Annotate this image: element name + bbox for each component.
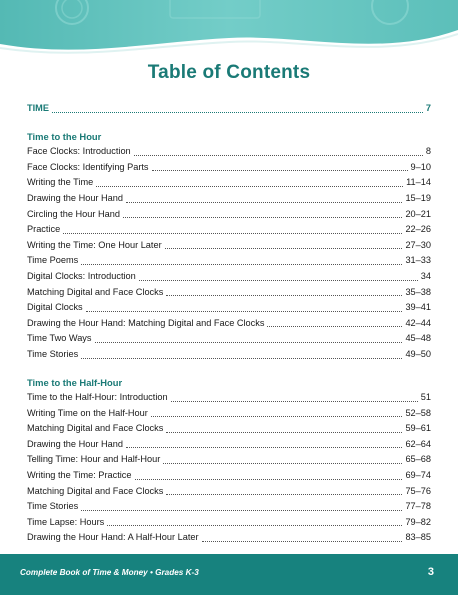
page-number: 3 xyxy=(427,566,434,578)
toc-entry xyxy=(27,175,431,191)
toc-entry xyxy=(27,222,431,238)
table-of-contents xyxy=(27,101,431,546)
dot-leader xyxy=(126,202,402,203)
toc-entry-pages: 62–64 xyxy=(405,438,431,449)
toc-entry xyxy=(27,347,431,363)
header-band xyxy=(0,0,458,62)
toc-entry-label: Matching Digital and Face Clocks xyxy=(27,286,164,297)
dot-leader xyxy=(81,510,402,511)
toc-entry-label: Drawing the Hour Hand: Matching Digital and Face Clocks xyxy=(27,317,265,328)
toc-entry-pages: 42–44 xyxy=(405,317,431,328)
toc-entry-label: Telling Time: Hour and Half-Hour xyxy=(27,454,161,465)
spacer xyxy=(27,363,431,375)
toc-entry-label: Writing the Time xyxy=(27,177,94,188)
toc-entry xyxy=(27,468,431,484)
toc-entry-label: Time Stories xyxy=(27,348,79,359)
toc-entry-pages: 20–21 xyxy=(405,208,431,219)
toc-entry-pages: 49–50 xyxy=(405,348,431,359)
dot-leader xyxy=(139,280,418,281)
toc-entry-label: Matching Digital and Face Clocks xyxy=(27,423,164,434)
dot-leader xyxy=(152,170,408,171)
toc-entry xyxy=(27,499,431,515)
toc-section-half-hour xyxy=(27,375,431,547)
toc-entry-pages: 69–74 xyxy=(405,470,431,481)
toc-entry xyxy=(27,406,431,422)
toc-entry-label: TIME xyxy=(27,103,49,113)
toc-entry-label: Writing the Time: Practice xyxy=(27,470,132,481)
section-entries xyxy=(27,390,431,546)
dot-leader xyxy=(163,463,402,464)
toc-entry xyxy=(27,515,431,531)
toc-entry-pages: 35–38 xyxy=(405,286,431,297)
toc-entry xyxy=(27,437,431,453)
toc-entry-pages: 77–78 xyxy=(405,501,431,512)
header-wave-graphic xyxy=(0,0,458,62)
toc-entry xyxy=(27,300,431,316)
toc-entry-pages: 83–85 xyxy=(405,532,431,543)
dot-leader xyxy=(166,494,402,495)
toc-entry-label: Time to the Half-Hour: Introduction xyxy=(27,392,168,403)
dot-leader xyxy=(151,416,403,417)
dot-leader xyxy=(202,541,403,542)
dot-leader xyxy=(95,342,403,343)
toc-entry-pages: 59–61 xyxy=(405,423,431,434)
toc-entry-label: Drawing the Hour Hand xyxy=(27,438,124,449)
toc-entry xyxy=(27,191,431,207)
footer-book-title: Complete Book of Time & Money • Grades K-3 xyxy=(20,568,199,577)
toc-section-hour xyxy=(27,129,431,363)
toc-entry-pages: 7 xyxy=(425,103,431,113)
toc-entry xyxy=(27,452,431,468)
toc-entry xyxy=(27,390,431,406)
toc-entry-label: Writing Time on the Half-Hour xyxy=(27,407,148,418)
dot-leader xyxy=(107,525,402,526)
dot-leader xyxy=(134,155,423,156)
dot-leader xyxy=(165,248,403,249)
toc-entry-pages: 75–76 xyxy=(405,485,431,496)
toc-entry-pages: 22–26 xyxy=(405,224,431,235)
dot-leader xyxy=(96,186,403,187)
toc-entry-label: Drawing the Hour Hand xyxy=(27,192,124,203)
toc-entry-pages: 65–68 xyxy=(405,454,431,465)
toc-entry-label: Face Clocks: Introduction xyxy=(27,146,131,157)
toc-entry-pages: 51 xyxy=(420,392,431,403)
toc-entry-pages: 79–82 xyxy=(405,516,431,527)
toc-entry-pages: 15–19 xyxy=(405,192,431,203)
dot-leader xyxy=(52,112,423,113)
toc-entry-pages: 52–58 xyxy=(405,407,431,418)
toc-entry-label: Time Lapse: Hours xyxy=(27,516,105,527)
spacer xyxy=(27,117,431,129)
toc-entry xyxy=(27,530,431,546)
toc-entry xyxy=(27,269,431,285)
toc-entry-pages: 39–41 xyxy=(405,302,431,313)
section-entries xyxy=(27,144,431,362)
dot-leader xyxy=(135,479,403,480)
section-heading: Time to the Hour xyxy=(27,130,102,142)
dot-leader xyxy=(166,432,402,433)
toc-entry-time xyxy=(27,101,431,117)
toc-entry-label: Time Two Ways xyxy=(27,333,92,344)
toc-entry-pages: 8 xyxy=(425,146,431,157)
toc-entry xyxy=(27,331,431,347)
dot-leader xyxy=(86,311,403,312)
page-footer xyxy=(0,554,458,595)
toc-entry xyxy=(27,316,431,332)
toc-entry xyxy=(27,421,431,437)
toc-entry-pages: 11–14 xyxy=(406,177,431,188)
toc-entry-pages: 27–30 xyxy=(405,239,431,250)
toc-entry xyxy=(27,253,431,269)
toc-entry-pages: 45–48 xyxy=(405,333,431,344)
toc-entry-label: Digital Clocks: Introduction xyxy=(27,270,136,281)
page-title: Table of Contents xyxy=(147,62,311,83)
toc-entry-label: Face Clocks: Identifying Parts xyxy=(27,161,149,172)
toc-entry-label: Circling the Hour Hand xyxy=(27,208,120,219)
toc-entry xyxy=(27,285,431,301)
toc-entry-pages: 9–10 xyxy=(410,161,431,172)
toc-entry-label: Practice xyxy=(27,224,61,235)
toc-entry xyxy=(27,238,431,254)
toc-entry xyxy=(27,207,431,223)
toc-entry xyxy=(27,144,431,160)
toc-entry-label: Time Poems xyxy=(27,255,79,266)
dot-leader xyxy=(81,358,402,359)
dot-leader xyxy=(166,295,402,296)
section-heading: Time to the Half-Hour xyxy=(27,376,123,388)
dot-leader xyxy=(63,233,402,234)
toc-entry-label: Digital Clocks xyxy=(27,302,83,313)
dot-leader xyxy=(267,326,402,327)
toc-entry xyxy=(27,484,431,500)
dot-leader xyxy=(126,447,402,448)
toc-entry-pages: 31–33 xyxy=(405,255,431,266)
dot-leader xyxy=(171,401,418,402)
toc-entry xyxy=(27,160,431,176)
toc-entry-label: Time Stories xyxy=(27,501,79,512)
toc-entry-label: Matching Digital and Face Clocks xyxy=(27,485,164,496)
dot-leader xyxy=(123,217,402,218)
toc-entry-pages: 34 xyxy=(420,270,431,281)
toc-entry-label: Drawing the Hour Hand: A Half-Hour Later xyxy=(27,532,199,543)
toc-entry-label: Writing the Time: One Hour Later xyxy=(27,239,162,250)
dot-leader xyxy=(81,264,402,265)
